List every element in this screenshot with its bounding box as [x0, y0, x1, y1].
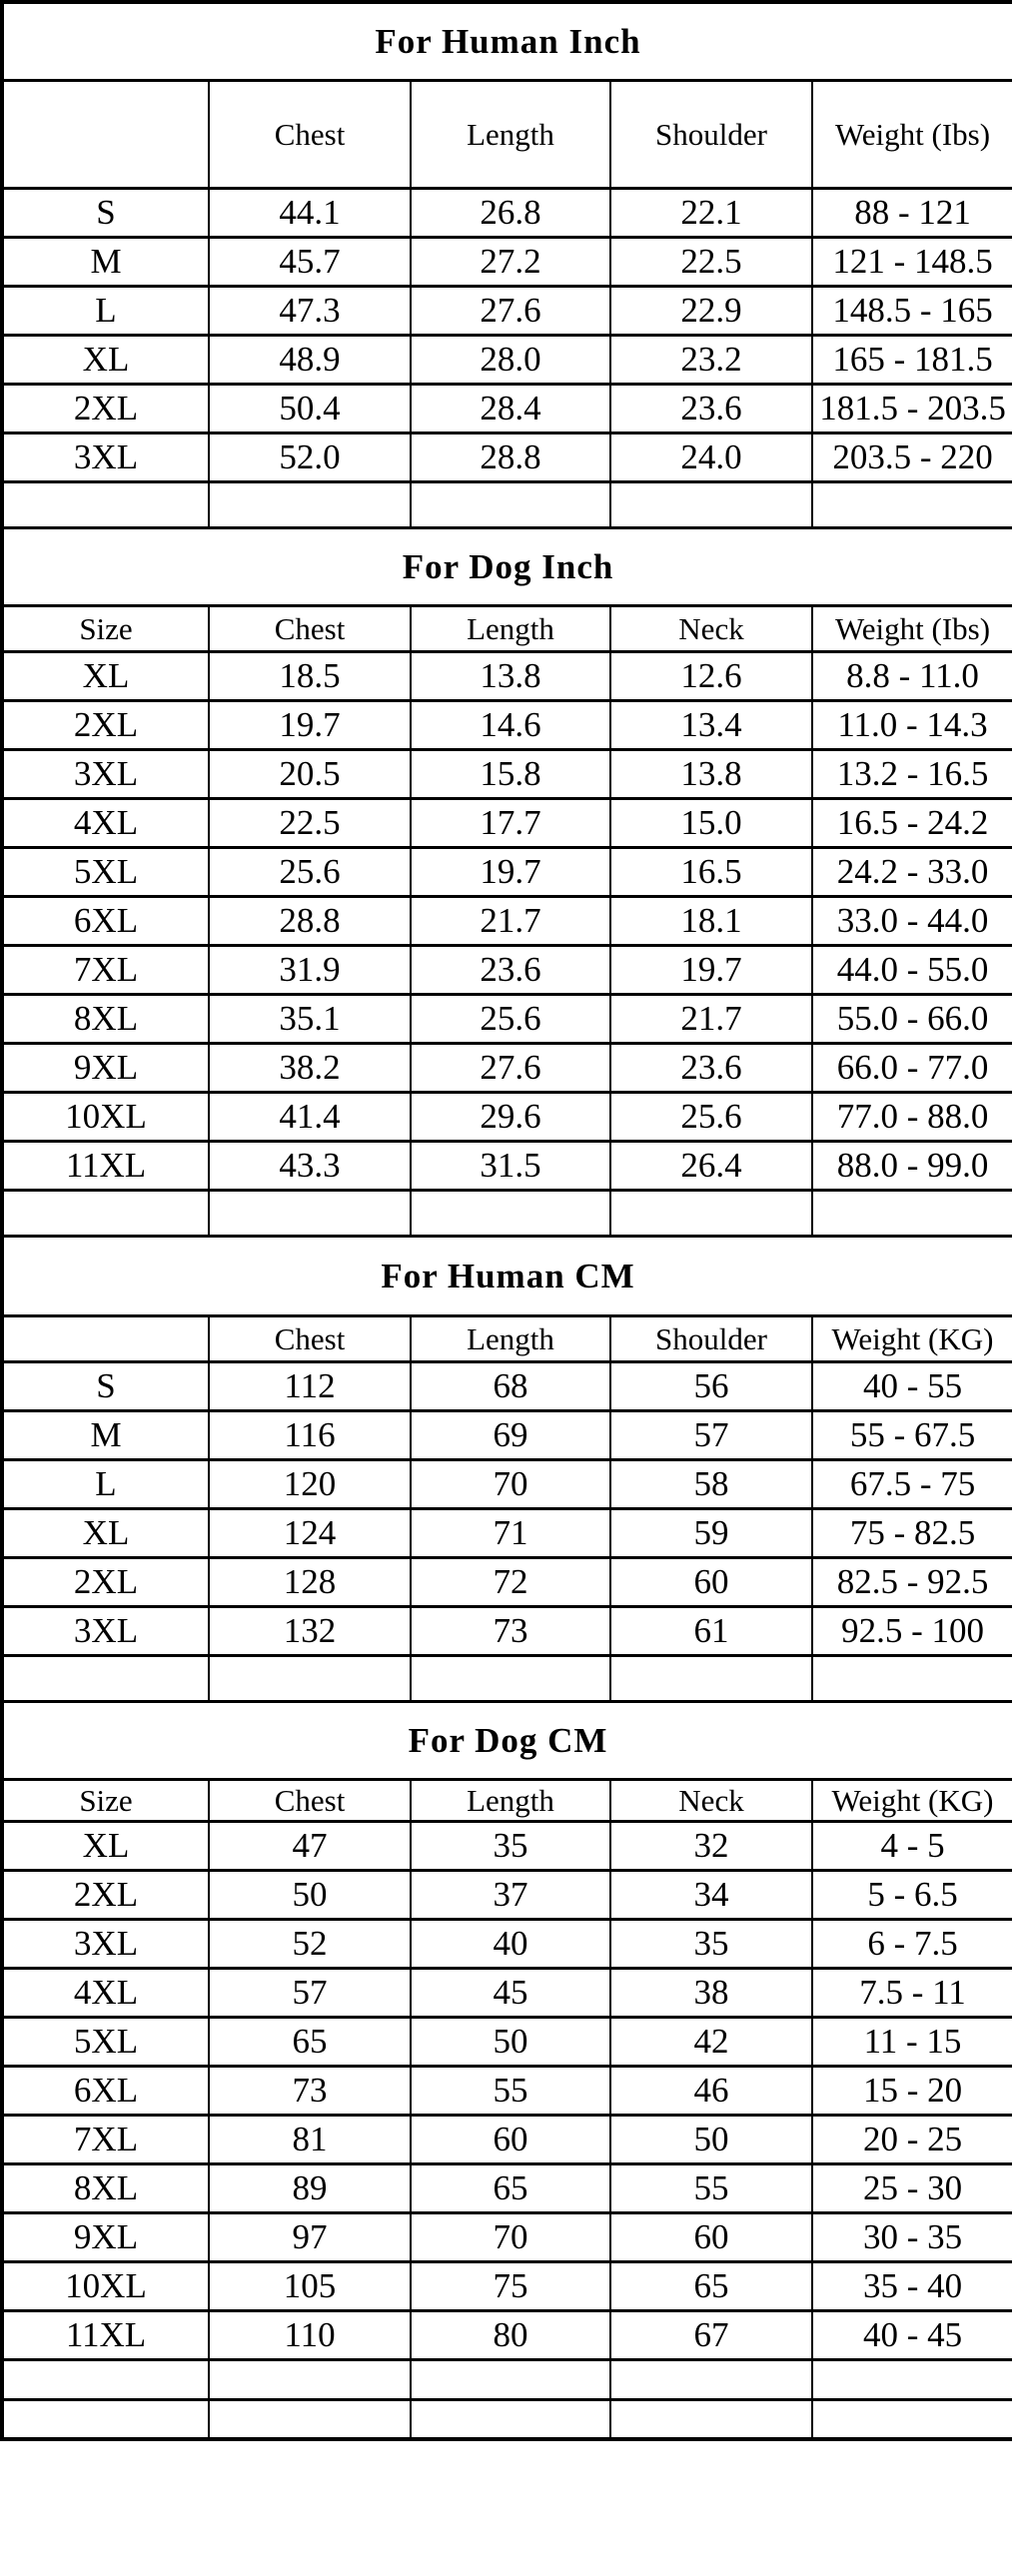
table-row: [2, 1968, 1012, 2017]
empty-cell: [411, 1190, 610, 1236]
row-size-label: 11XL: [2, 1141, 209, 1190]
empty-cell: [610, 1190, 812, 1236]
data-cell: 11 - 15: [812, 2017, 1012, 2066]
data-cell: 88 - 121: [812, 188, 1012, 237]
table-row: [2, 1919, 1012, 1968]
data-cell: 15.8: [411, 749, 610, 798]
data-cell: 44.0 - 55.0: [812, 945, 1012, 994]
table-row: [2, 2212, 1012, 2261]
data-cell: 128: [209, 1557, 411, 1606]
row-size-label: 2XL: [2, 700, 209, 749]
data-cell: 165 - 181.5: [812, 335, 1012, 384]
data-cell: 38.2: [209, 1043, 411, 1092]
row-size-label: XL: [2, 651, 209, 700]
table-row: [2, 237, 1012, 286]
table-row: [2, 384, 1012, 432]
data-cell: 65: [610, 2261, 812, 2310]
row-size-label: 5XL: [2, 847, 209, 896]
table-row: [2, 1606, 1012, 1655]
data-cell: 7.5 - 11: [812, 1968, 1012, 2017]
data-cell: 22.1: [610, 188, 812, 237]
row-size-label: 3XL: [2, 749, 209, 798]
row-size-label: 3XL: [2, 432, 209, 481]
data-cell: 34: [610, 1870, 812, 1919]
row-size-label: 4XL: [2, 798, 209, 847]
data-cell: 11.0 - 14.3: [812, 700, 1012, 749]
data-cell: 13.8: [610, 749, 812, 798]
empty-row: [2, 2399, 1012, 2439]
table-row: [2, 798, 1012, 847]
row-size-label: M: [2, 237, 209, 286]
table-row: [2, 1361, 1012, 1410]
table-row: [2, 1043, 1012, 1092]
data-cell: 52.0: [209, 432, 411, 481]
column-header-row: [2, 1315, 1012, 1361]
row-size-label: 8XL: [2, 994, 209, 1043]
table-row: [2, 2261, 1012, 2310]
empty-cell: [209, 2399, 411, 2439]
column-header-neck: Neck: [610, 1779, 812, 1821]
column-header-neck: Neck: [610, 605, 812, 651]
empty-cell: [610, 2399, 812, 2439]
data-cell: 46: [610, 2066, 812, 2115]
data-cell: 44.1: [209, 188, 411, 237]
empty-cell: [812, 1655, 1012, 1701]
data-cell: 71: [411, 1508, 610, 1557]
data-cell: 32: [610, 1821, 812, 1870]
row-size-label: 7XL: [2, 945, 209, 994]
empty-cell: [812, 1190, 1012, 1236]
column-header-row: [2, 80, 1012, 188]
data-cell: 20 - 25: [812, 2115, 1012, 2163]
table-row: [2, 2017, 1012, 2066]
data-cell: 45.7: [209, 237, 411, 286]
data-cell: 80: [411, 2310, 610, 2359]
empty-cell: [2, 2359, 209, 2399]
section-title-row: [2, 2, 1012, 80]
data-cell: 70: [411, 1459, 610, 1508]
data-cell: 69: [411, 1410, 610, 1459]
data-cell: 88.0 - 99.0: [812, 1141, 1012, 1190]
table-row: [2, 432, 1012, 481]
data-cell: 38: [610, 1968, 812, 2017]
table-row: [2, 994, 1012, 1043]
data-cell: 35 - 40: [812, 2261, 1012, 2310]
data-cell: 27.6: [411, 1043, 610, 1092]
data-cell: 14.6: [411, 700, 610, 749]
data-cell: 20.5: [209, 749, 411, 798]
data-cell: 41.4: [209, 1092, 411, 1141]
data-cell: 50: [610, 2115, 812, 2163]
data-cell: 16.5 - 24.2: [812, 798, 1012, 847]
data-cell: 67: [610, 2310, 812, 2359]
data-cell: 15.0: [610, 798, 812, 847]
data-cell: 13.8: [411, 651, 610, 700]
column-header-length: Length: [411, 1315, 610, 1361]
empty-cell: [2, 1190, 209, 1236]
data-cell: 40 - 55: [812, 1361, 1012, 1410]
data-cell: 18.5: [209, 651, 411, 700]
data-cell: 19.7: [610, 945, 812, 994]
empty-cell: [2, 481, 209, 527]
data-cell: 56: [610, 1361, 812, 1410]
data-cell: 61: [610, 1606, 812, 1655]
column-header-size: Size: [2, 605, 209, 651]
empty-cell: [812, 2399, 1012, 2439]
data-cell: 29.6: [411, 1092, 610, 1141]
table-row: [2, 286, 1012, 335]
column-header-length: Length: [411, 1779, 610, 1821]
section-title: For Human Inch: [2, 2, 1012, 80]
column-header-length: Length: [411, 605, 610, 651]
column-header-weight-kg-: Weight (KG): [812, 1315, 1012, 1361]
data-cell: 68: [411, 1361, 610, 1410]
column-header-size: Size: [2, 1779, 209, 1821]
data-cell: 21.7: [610, 994, 812, 1043]
data-cell: 35: [610, 1919, 812, 1968]
data-cell: 120: [209, 1459, 411, 1508]
data-cell: 67.5 - 75: [812, 1459, 1012, 1508]
column-header-weight-ibs-: Weight (Ibs): [812, 80, 1012, 188]
row-size-label: 11XL: [2, 2310, 209, 2359]
empty-cell: [411, 481, 610, 527]
data-cell: 6 - 7.5: [812, 1919, 1012, 1968]
data-cell: 55 - 67.5: [812, 1410, 1012, 1459]
data-cell: 50: [411, 2017, 610, 2066]
column-header-weight-kg-: Weight (KG): [812, 1779, 1012, 1821]
row-size-label: 9XL: [2, 2212, 209, 2261]
data-cell: 73: [411, 1606, 610, 1655]
data-cell: 121 - 148.5: [812, 237, 1012, 286]
empty-cell: [812, 2359, 1012, 2399]
row-size-label: 2XL: [2, 1557, 209, 1606]
section-title-row: [2, 527, 1012, 605]
data-cell: 57: [610, 1410, 812, 1459]
data-cell: 28.8: [411, 432, 610, 481]
data-cell: 105: [209, 2261, 411, 2310]
data-cell: 81: [209, 2115, 411, 2163]
column-header-row: [2, 1779, 1012, 1821]
data-cell: 43.3: [209, 1141, 411, 1190]
section-title: For Human CM: [2, 1236, 1012, 1315]
data-cell: 55.0 - 66.0: [812, 994, 1012, 1043]
section-for-human-inch: [2, 2, 1012, 527]
empty-cell: [812, 481, 1012, 527]
table-row: [2, 1821, 1012, 1870]
data-cell: 40 - 45: [812, 2310, 1012, 2359]
row-size-label: XL: [2, 335, 209, 384]
row-size-label: XL: [2, 1821, 209, 1870]
data-cell: 21.7: [411, 896, 610, 945]
empty-cell: [610, 481, 812, 527]
data-cell: 16.5: [610, 847, 812, 896]
table-row: [2, 2115, 1012, 2163]
data-cell: 60: [411, 2115, 610, 2163]
data-cell: 148.5 - 165: [812, 286, 1012, 335]
data-cell: 12.6: [610, 651, 812, 700]
data-cell: 203.5 - 220: [812, 432, 1012, 481]
data-cell: 58: [610, 1459, 812, 1508]
data-cell: 59: [610, 1508, 812, 1557]
data-cell: 37: [411, 1870, 610, 1919]
data-cell: 22.5: [209, 798, 411, 847]
data-cell: 19.7: [411, 847, 610, 896]
data-cell: 70: [411, 2212, 610, 2261]
data-cell: 4 - 5: [812, 1821, 1012, 1870]
row-size-label: 6XL: [2, 896, 209, 945]
data-cell: 47.3: [209, 286, 411, 335]
column-header-shoulder: Shoulder: [610, 1315, 812, 1361]
data-cell: 55: [610, 2163, 812, 2212]
data-cell: 22.9: [610, 286, 812, 335]
empty-cell: [2, 1655, 209, 1701]
row-size-label: 3XL: [2, 1919, 209, 1968]
data-cell: 55: [411, 2066, 610, 2115]
column-header-chest: Chest: [209, 1779, 411, 1821]
column-header-row: [2, 605, 1012, 651]
data-cell: 47: [209, 1821, 411, 1870]
data-cell: 22.5: [610, 237, 812, 286]
section-title: For Dog CM: [2, 1701, 1012, 1779]
data-cell: 15 - 20: [812, 2066, 1012, 2115]
data-cell: 77.0 - 88.0: [812, 1092, 1012, 1141]
data-cell: 110: [209, 2310, 411, 2359]
row-size-label: 5XL: [2, 2017, 209, 2066]
table-row: [2, 188, 1012, 237]
column-header-chest: Chest: [209, 80, 411, 188]
row-size-label: 4XL: [2, 1968, 209, 2017]
table-row: [2, 1508, 1012, 1557]
row-size-label: 10XL: [2, 2261, 209, 2310]
data-cell: 25 - 30: [812, 2163, 1012, 2212]
empty-cell: [411, 1655, 610, 1701]
empty-cell: [411, 2399, 610, 2439]
empty-cell: [610, 1655, 812, 1701]
section-title-row: [2, 1236, 1012, 1315]
data-cell: 73: [209, 2066, 411, 2115]
data-cell: 40: [411, 1919, 610, 1968]
section-for-dog-cm: [2, 1701, 1012, 2439]
table-row: [2, 1410, 1012, 1459]
row-size-label: XL: [2, 1508, 209, 1557]
table-row: [2, 1459, 1012, 1508]
table-row: [2, 1092, 1012, 1141]
row-size-label: 7XL: [2, 2115, 209, 2163]
data-cell: 45: [411, 1968, 610, 2017]
table-row: [2, 1870, 1012, 1919]
row-size-label: 8XL: [2, 2163, 209, 2212]
data-cell: 132: [209, 1606, 411, 1655]
data-cell: 112: [209, 1361, 411, 1410]
table-row: [2, 945, 1012, 994]
data-cell: 28.8: [209, 896, 411, 945]
data-cell: 5 - 6.5: [812, 1870, 1012, 1919]
data-cell: 89: [209, 2163, 411, 2212]
data-cell: 52: [209, 1919, 411, 1968]
table-row: [2, 651, 1012, 700]
data-cell: 65: [411, 2163, 610, 2212]
data-cell: 124: [209, 1508, 411, 1557]
data-cell: 25.6: [209, 847, 411, 896]
data-cell: 48.9: [209, 335, 411, 384]
data-cell: 33.0 - 44.0: [812, 896, 1012, 945]
data-cell: 60: [610, 2212, 812, 2261]
data-cell: 181.5 - 203.5: [812, 384, 1012, 432]
table-row: [2, 2066, 1012, 2115]
data-cell: 13.2 - 16.5: [812, 749, 1012, 798]
data-cell: 8.8 - 11.0: [812, 651, 1012, 700]
section-for-human-cm: [2, 1236, 1012, 1701]
data-cell: 30 - 35: [812, 2212, 1012, 2261]
data-cell: 26.8: [411, 188, 610, 237]
data-cell: 18.1: [610, 896, 812, 945]
data-cell: 116: [209, 1410, 411, 1459]
column-header-length: Length: [411, 80, 610, 188]
row-size-label: 10XL: [2, 1092, 209, 1141]
data-cell: 23.2: [610, 335, 812, 384]
data-cell: 65: [209, 2017, 411, 2066]
row-size-label: 9XL: [2, 1043, 209, 1092]
section-title-row: [2, 1701, 1012, 1779]
data-cell: 24.0: [610, 432, 812, 481]
data-cell: 23.6: [411, 945, 610, 994]
column-header-blank: [2, 1315, 209, 1361]
data-cell: 19.7: [209, 700, 411, 749]
table-row: [2, 1557, 1012, 1606]
row-size-label: S: [2, 188, 209, 237]
data-cell: 35: [411, 1821, 610, 1870]
row-size-label: L: [2, 1459, 209, 1508]
empty-row: [2, 1655, 1012, 1701]
empty-cell: [209, 1655, 411, 1701]
column-header-blank: [2, 80, 209, 188]
table-row: [2, 2310, 1012, 2359]
data-cell: 75 - 82.5: [812, 1508, 1012, 1557]
data-cell: 31.5: [411, 1141, 610, 1190]
column-header-chest: Chest: [209, 1315, 411, 1361]
empty-cell: [610, 2359, 812, 2399]
data-cell: 25.6: [610, 1092, 812, 1141]
data-cell: 60: [610, 1557, 812, 1606]
column-header-weight-ibs-: Weight (Ibs): [812, 605, 1012, 651]
row-size-label: 2XL: [2, 384, 209, 432]
table-row: [2, 847, 1012, 896]
row-size-label: 6XL: [2, 2066, 209, 2115]
empty-row: [2, 2359, 1012, 2399]
table-row: [2, 896, 1012, 945]
data-cell: 24.2 - 33.0: [812, 847, 1012, 896]
row-size-label: 2XL: [2, 1870, 209, 1919]
data-cell: 35.1: [209, 994, 411, 1043]
empty-cell: [411, 2359, 610, 2399]
data-cell: 23.6: [610, 1043, 812, 1092]
column-header-shoulder: Shoulder: [610, 80, 812, 188]
data-cell: 66.0 - 77.0: [812, 1043, 1012, 1092]
table-row: [2, 749, 1012, 798]
table-row: [2, 1141, 1012, 1190]
data-cell: 42: [610, 2017, 812, 2066]
data-cell: 28.0: [411, 335, 610, 384]
row-size-label: M: [2, 1410, 209, 1459]
section-title: For Dog Inch: [2, 527, 1012, 605]
empty-cell: [209, 481, 411, 527]
data-cell: 28.4: [411, 384, 610, 432]
data-cell: 72: [411, 1557, 610, 1606]
data-cell: 17.7: [411, 798, 610, 847]
data-cell: 50: [209, 1870, 411, 1919]
data-cell: 27.2: [411, 237, 610, 286]
row-size-label: L: [2, 286, 209, 335]
data-cell: 23.6: [610, 384, 812, 432]
data-cell: 31.9: [209, 945, 411, 994]
data-cell: 26.4: [610, 1141, 812, 1190]
data-cell: 75: [411, 2261, 610, 2310]
empty-cell: [209, 2359, 411, 2399]
table-row: [2, 700, 1012, 749]
empty-row: [2, 481, 1012, 527]
column-header-chest: Chest: [209, 605, 411, 651]
data-cell: 57: [209, 1968, 411, 2017]
empty-cell: [2, 2399, 209, 2439]
row-size-label: 3XL: [2, 1606, 209, 1655]
empty-cell: [209, 1190, 411, 1236]
section-for-dog-inch: [2, 527, 1012, 1236]
data-cell: 97: [209, 2212, 411, 2261]
data-cell: 50.4: [209, 384, 411, 432]
data-cell: 13.4: [610, 700, 812, 749]
data-cell: 25.6: [411, 994, 610, 1043]
data-cell: 27.6: [411, 286, 610, 335]
data-cell: 82.5 - 92.5: [812, 1557, 1012, 1606]
table-row: [2, 2163, 1012, 2212]
table-row: [2, 335, 1012, 384]
row-size-label: S: [2, 1361, 209, 1410]
data-cell: 92.5 - 100: [812, 1606, 1012, 1655]
empty-row: [2, 1190, 1012, 1236]
